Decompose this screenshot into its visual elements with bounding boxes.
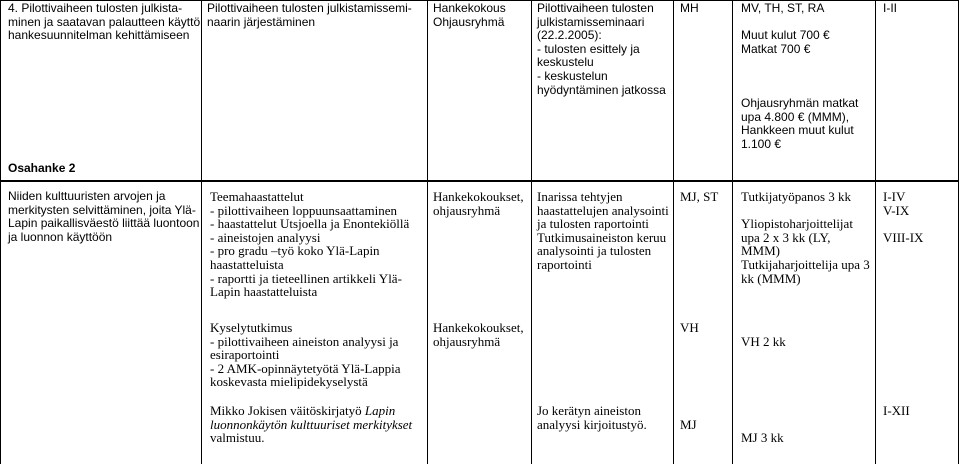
- seminar-organization: Pilottivaiheen tulosten julkistamissemi- naarin järjestäminen: [207, 1, 412, 29]
- col-border: [875, 0, 876, 464]
- section-divider: [0, 180, 959, 182]
- dissertation-title-end: luonnonkäytön kulttuuriset merkitykset: [210, 416, 413, 432]
- analysis-description: Inarissa tehtyjen haastattelujen analysointi ja tulosten raportointi Tutkimusaineiston keruu analysointi ja tulosten raportointi: [537, 189, 669, 272]
- col-border: [0, 0, 1, 464]
- col-border: [673, 0, 674, 464]
- resources-costs: Tutkijatyöpanos 3 kk Yliopistoharjoittelijat upa 2 x 3 kk (LY, MMM) Tutkijaharjoittelija upa 3 kk (MMM): [741, 189, 870, 286]
- schedule: I-XII: [883, 403, 910, 418]
- schedule: I-IV V-IX VIII-IX: [883, 189, 924, 245]
- subproject-goal: Niiden kulttuuristen arvojen ja merkitysten selvittäminen, joita Ylä- Lapin paikallisväestö liittää luontoon ja luonnon käyttöön: [8, 189, 200, 244]
- col-border: [531, 0, 532, 464]
- resources-costs: MV, TH, ST, RA Muut kulut 700 € Matkat 700 € Ohjausryhmän matkat upa 4.800 € (MMM), Hankkeen muut kulut 1.100 €: [741, 1, 859, 151]
- col-border: [201, 0, 202, 464]
- responsible-person: MJ: [680, 417, 697, 432]
- dissertation-work: [210, 404, 425, 445]
- responsible-person: VH: [680, 320, 699, 335]
- analysis-writing: Jo kerätyn aineiston analyysi kirjoitustyö.: [537, 403, 647, 432]
- col-border: [427, 0, 428, 464]
- meeting-type: Hankekokoukset, ohjausryhmä: [433, 189, 524, 218]
- task-4-title: 4. Pilottivaiheen tulosten julkista- minen ja saatavan palautteen käyttö hankesuunnitelman kehittämiseen: [8, 1, 201, 43]
- theme-interviews: Teemahaastattelut - pilottivaiheen loppuunsaattaminen - haastattelut Utsjoella ja Enontekiöllä - aineistojen analyysi - pro gradu –työ koko Ylä-Lapin haastatteluista - raportti ja tieteellinen artikkeli Ylä- Lapin haastatteluista: [210, 189, 410, 300]
- section-label: Osahanke 2: [8, 161, 76, 175]
- resources-costs: MJ 3 kk: [741, 430, 784, 446]
- seminar-description: Pilottivaiheen tulosten julkistamisseminaari (22.2.2005): - tulosten esittely ja keskustelu - keskustelun hyödyntäminen jatkossa: [537, 1, 666, 97]
- responsible-person: MH: [680, 1, 699, 15]
- col-border: [732, 0, 733, 464]
- resources-costs: VH 2 kk: [741, 333, 786, 349]
- meeting-type: Hankekokoukset, ohjausryhmä: [433, 320, 524, 349]
- responsible-person: MJ, ST: [680, 189, 719, 204]
- dissertation-status: valmistuu.: [210, 430, 265, 446]
- dissertation-title-start: Lapin: [364, 403, 396, 418]
- meeting-type: Hankekokous Ohjausryhmä: [433, 1, 506, 29]
- dissertation-author-text: Mikko Jokisen väitöskirjatyö: [210, 403, 365, 418]
- schedule: I-II: [883, 1, 897, 15]
- survey-study: Kyselytutkimus - pilottivaiheen aineiston analyysi ja esiraportointi - 2 AMK-opinnäytetyötä Ylä-Lappia koskevasta mielipidekyselystä: [210, 320, 401, 390]
